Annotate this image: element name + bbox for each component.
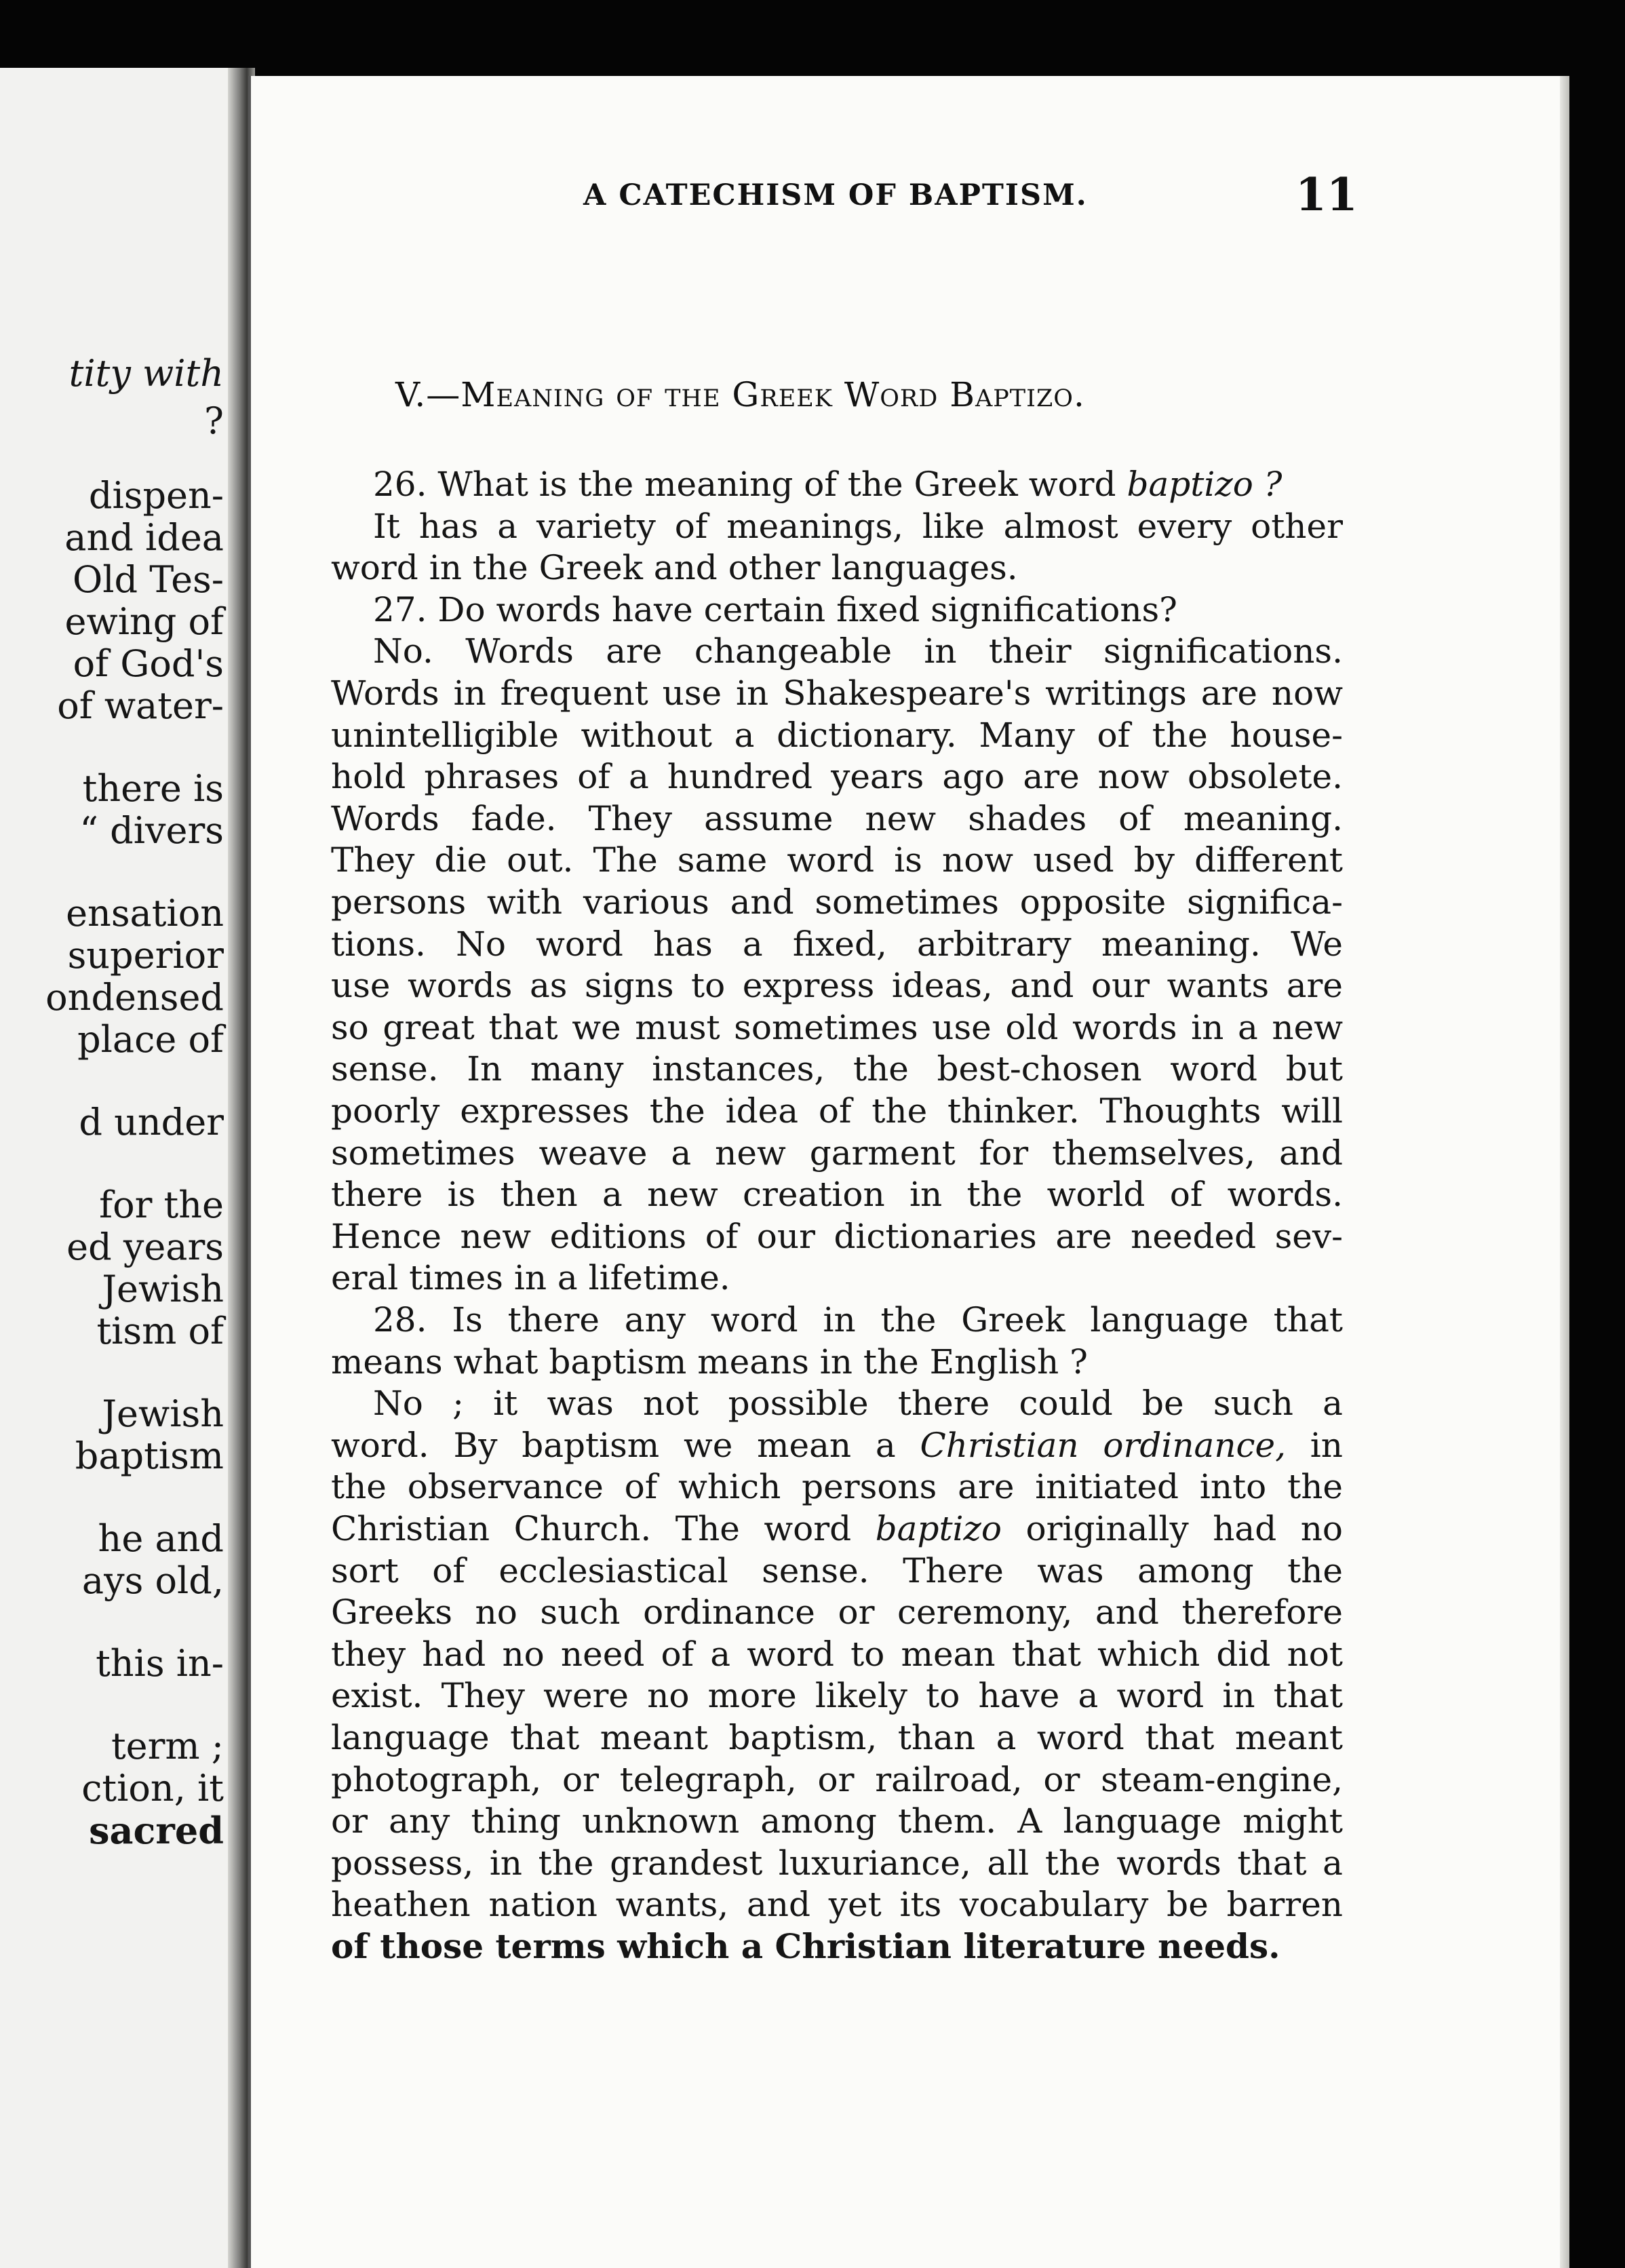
text-run: poorly expresses the idea of the thinker. Thoughts will (331, 1091, 1343, 1131)
text-run: heathen nation wants, and yet its vocabulary be barren (331, 1885, 1343, 1924)
text-run: word in the Greek and other languages. (331, 548, 1018, 587)
section-title: V.—Meaning of the Greek Word Baptizo. (395, 375, 1085, 414)
text-line (331, 1257, 1343, 1299)
left-page-line: ensation (66, 892, 224, 935)
text-line (331, 1048, 1343, 1090)
text-line (331, 672, 1343, 714)
text-line (373, 463, 1343, 505)
left-page-line: term ; (111, 1725, 224, 1767)
text-run: Christian Church. The word (331, 1509, 876, 1548)
left-page-line: ction, it (81, 1767, 224, 1810)
left-page-line: and idea (64, 516, 224, 559)
text-run: photograph, or telegraph, or railroad, or steam-engine, (331, 1760, 1343, 1799)
italic-run: baptizo ? (1127, 465, 1283, 504)
text-line (331, 714, 1343, 756)
text-run: persons with various and sometimes opposite significa- (331, 882, 1343, 922)
text-run: tions. No word has a fixed, arbitrary meaning. We (331, 924, 1343, 964)
text-run: in (1286, 1426, 1343, 1465)
text-line (331, 1591, 1343, 1633)
text-run: so great that we must sometimes use old words in a new (331, 1008, 1343, 1047)
text-run: unintelligible without a dictionary. Many of the house- (331, 716, 1343, 755)
left-page-line: this in- (96, 1642, 224, 1685)
left-page-line: there is (82, 767, 224, 810)
text-line (373, 505, 1343, 547)
text-line (331, 1633, 1343, 1675)
text-line (373, 1382, 1343, 1424)
text-run: Words fade. They assume new shades of meaning. (331, 799, 1343, 838)
left-page-line: baptism (75, 1434, 224, 1477)
text-run: 26. What is the meaning of the Greek word (373, 465, 1127, 504)
text-line (331, 1508, 1343, 1550)
text-run: Hence new editions of our dictionaries are needed sev- (331, 1217, 1343, 1256)
text-line (373, 1299, 1343, 1341)
text-line (331, 1800, 1343, 1842)
italic-run: Christian ordinance, (920, 1426, 1287, 1465)
text-run: Greeks no such ordinance or ceremony, and therefore (331, 1592, 1343, 1632)
text-line (331, 798, 1343, 840)
text-run: possess, in the grandest luxuriance, all the words that a (331, 1843, 1343, 1883)
left-page-line: he and (98, 1517, 224, 1560)
text-run: sometimes weave a new garment for themselves, and (331, 1133, 1343, 1173)
text-run: they had no need of a word to mean that which did not (331, 1635, 1343, 1674)
left-page-line: tity with (68, 352, 224, 395)
text-line (331, 1215, 1343, 1257)
text-line (331, 1341, 1343, 1383)
text-run: exist. They were no more likely to have a word in that (331, 1676, 1343, 1715)
text-run: 28. Is there any word in the Greek language that (373, 1300, 1343, 1340)
left-page-line: place of (77, 1018, 224, 1061)
text-line (331, 1842, 1343, 1884)
text-line (331, 1466, 1343, 1508)
text-line (331, 1675, 1343, 1717)
left-page-line: of water- (57, 684, 224, 727)
text-line (331, 1717, 1343, 1759)
text-line (331, 1550, 1343, 1592)
text-run: Words in frequent use in Shakespeare's writings are now (331, 673, 1343, 713)
left-page-line: of God's (73, 642, 224, 685)
text-line (331, 1132, 1343, 1174)
left-page-line: tism of (96, 1310, 224, 1352)
text-line (331, 547, 1343, 589)
left-page-line: sacred (89, 1809, 224, 1852)
left-page-line: Jewish (102, 1392, 224, 1435)
text-run: of those terms which a Christian literature needs. (331, 1926, 1280, 1966)
left-page-line: ewing of (64, 600, 224, 643)
text-line (331, 1424, 1343, 1466)
text-run: originally had no (1002, 1509, 1343, 1548)
text-run: 27. Do words have certain fixed significations? (373, 590, 1177, 629)
left-page-line: Jewish (102, 1268, 224, 1310)
left-page-line: “ divers (79, 809, 224, 852)
text-run: the observance of which persons are initiated into the (331, 1467, 1343, 1506)
text-line (331, 1759, 1343, 1801)
text-line (331, 881, 1343, 923)
text-run: No. Words are changeable in their significations. (373, 631, 1343, 671)
left-page-line: ays old, (81, 1559, 224, 1602)
text-run: No ; it was not possible there could be such a (373, 1384, 1343, 1423)
left-page-line: ? (204, 399, 224, 442)
text-line (331, 756, 1343, 798)
text-line (331, 923, 1343, 965)
text-run: or any thing unknown among them. A language might (331, 1801, 1343, 1841)
text-run: means what baptism means in the English ? (331, 1342, 1088, 1382)
text-run: eral times in a lifetime. (331, 1258, 730, 1297)
left-page-line: ed years (66, 1226, 224, 1268)
left-page-line: Old Tes- (72, 558, 224, 601)
text-run: there is then a new creation in the world of words. (331, 1175, 1343, 1214)
text-line (373, 589, 1343, 631)
text-line (331, 1173, 1343, 1215)
text-line (373, 630, 1343, 672)
text-line (331, 839, 1343, 881)
text-line (331, 964, 1343, 1006)
text-run: sense. In many instances, the best-chosen word but (331, 1049, 1343, 1089)
left-page-line: ondensed (45, 976, 224, 1019)
text-line (331, 1883, 1343, 1925)
running-head: A CATECHISM OF BAPTISM. (583, 178, 1088, 212)
text-run: hold phrases of a hundred years ago are now obsolete. (331, 757, 1343, 796)
text-line (331, 1006, 1343, 1049)
page-number: 11 (1295, 168, 1358, 221)
text-run: use words as signs to express ideas, and our wants are (331, 966, 1343, 1005)
text-run: language that meant baptism, than a word that meant (331, 1718, 1343, 1757)
text-line (331, 1090, 1343, 1132)
text-run: word. By baptism we mean a (331, 1426, 920, 1465)
left-page-fragment (0, 68, 236, 2268)
left-page-line: for the (99, 1184, 224, 1226)
left-page-line: dispen- (88, 474, 224, 517)
text-run: They die out. The same word is now used by different (331, 840, 1343, 880)
left-page-line: d under (79, 1101, 224, 1143)
text-line (331, 1925, 1343, 1968)
italic-run: baptizo (875, 1509, 1002, 1548)
left-page-line: superior (67, 934, 224, 977)
text-run: sort of ecclesiastical sense. There was among the (331, 1551, 1343, 1590)
text-run: It has a variety of meanings, like almost every other (373, 507, 1343, 546)
